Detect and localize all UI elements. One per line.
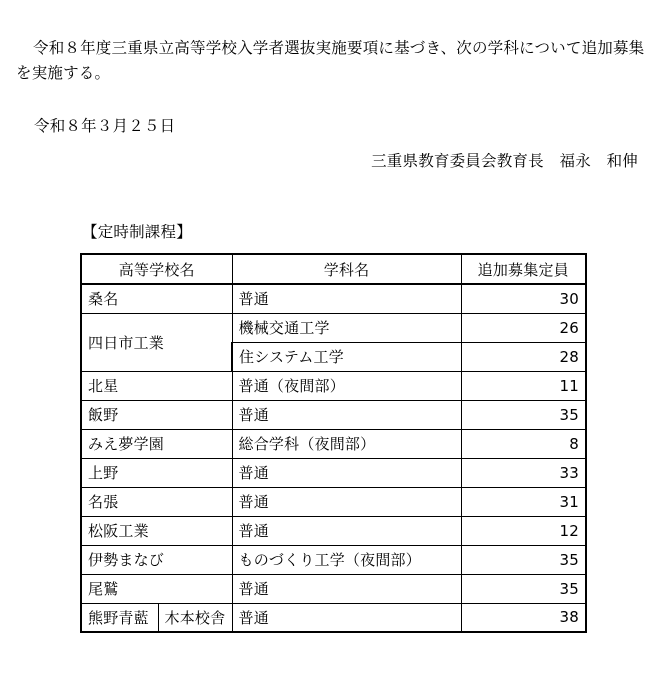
cell-quota: 28: [461, 342, 586, 371]
cell-school-name: みえ夢学園: [81, 429, 232, 458]
cell-school-name: 伊勢まなび: [81, 545, 232, 574]
cell-course-name: 普通: [232, 400, 461, 429]
cell-school-campus: 木本校舎: [158, 603, 232, 632]
column-header-quota: 追加募集定員: [461, 254, 586, 284]
column-header-course: 学科名: [232, 254, 461, 284]
table-row: [81, 371, 586, 400]
cell-course-name: 普通: [232, 487, 461, 516]
table-row: [81, 603, 586, 632]
cell-course-name: 機械交通工学: [232, 313, 461, 342]
additional-recruitment-table-wrapper: [80, 253, 587, 633]
cell-school-name: 四日市工業: [81, 313, 232, 371]
cell-school-name: 北星: [81, 371, 232, 400]
table-body: [81, 284, 586, 632]
cell-quota: 35: [461, 400, 586, 429]
cell-quota: 33: [461, 458, 586, 487]
cell-school-name: 尾鷲: [81, 574, 232, 603]
table-row: [81, 429, 586, 458]
cell-quota: 31: [461, 487, 586, 516]
section-heading-part-time-course: 【定時制課程】: [82, 223, 192, 241]
cell-course-name: 普通: [232, 458, 461, 487]
cell-quota: 26: [461, 313, 586, 342]
cell-course-name: 普通（夜間部）: [232, 371, 461, 400]
cell-course-name: 総合学科（夜間部）: [232, 429, 461, 458]
table-row: [81, 516, 586, 545]
table-row: [81, 458, 586, 487]
table-row: [81, 574, 586, 603]
table-row: [81, 400, 586, 429]
cell-school-name: 松阪工業: [81, 516, 232, 545]
cell-quota: 30: [461, 284, 586, 313]
table-row: [81, 313, 586, 342]
table-row: [81, 545, 586, 574]
cell-course-name: 普通: [232, 603, 461, 632]
cell-course-name: 住システム工学: [232, 342, 461, 371]
table-row: [81, 487, 586, 516]
cell-school-name: 熊野青藍: [81, 603, 158, 632]
cell-school-name: 桑名: [81, 284, 232, 313]
cell-quota: 8: [461, 429, 586, 458]
table-header-row: [81, 254, 586, 284]
cell-school-name: 飯野: [81, 400, 232, 429]
cell-course-name: 普通: [232, 516, 461, 545]
issue-date: 令和８年３月２５日: [34, 117, 176, 135]
cell-course-name: ものづくり工学（夜間部）: [232, 545, 461, 574]
cell-course-name: 普通: [232, 574, 461, 603]
cell-quota: 12: [461, 516, 586, 545]
column-header-school: 高等学校名: [81, 254, 232, 284]
cell-school-name: 上野: [81, 458, 232, 487]
cell-quota: 11: [461, 371, 586, 400]
cell-school-name: 名張: [81, 487, 232, 516]
cell-course-name: 普通: [232, 284, 461, 313]
signatory: 三重県教育委員会教育長 福永 和伸: [371, 152, 638, 170]
cell-quota: 35: [461, 545, 586, 574]
cell-quota: 35: [461, 574, 586, 603]
table-row: [81, 284, 586, 313]
intro-paragraph: 令和８年度三重県立高等学校入学者選抜実施要項に基づき、次の学科について追加募集を実施する。: [16, 38, 645, 82]
additional-recruitment-table: [80, 253, 587, 633]
cell-quota: 38: [461, 603, 586, 632]
